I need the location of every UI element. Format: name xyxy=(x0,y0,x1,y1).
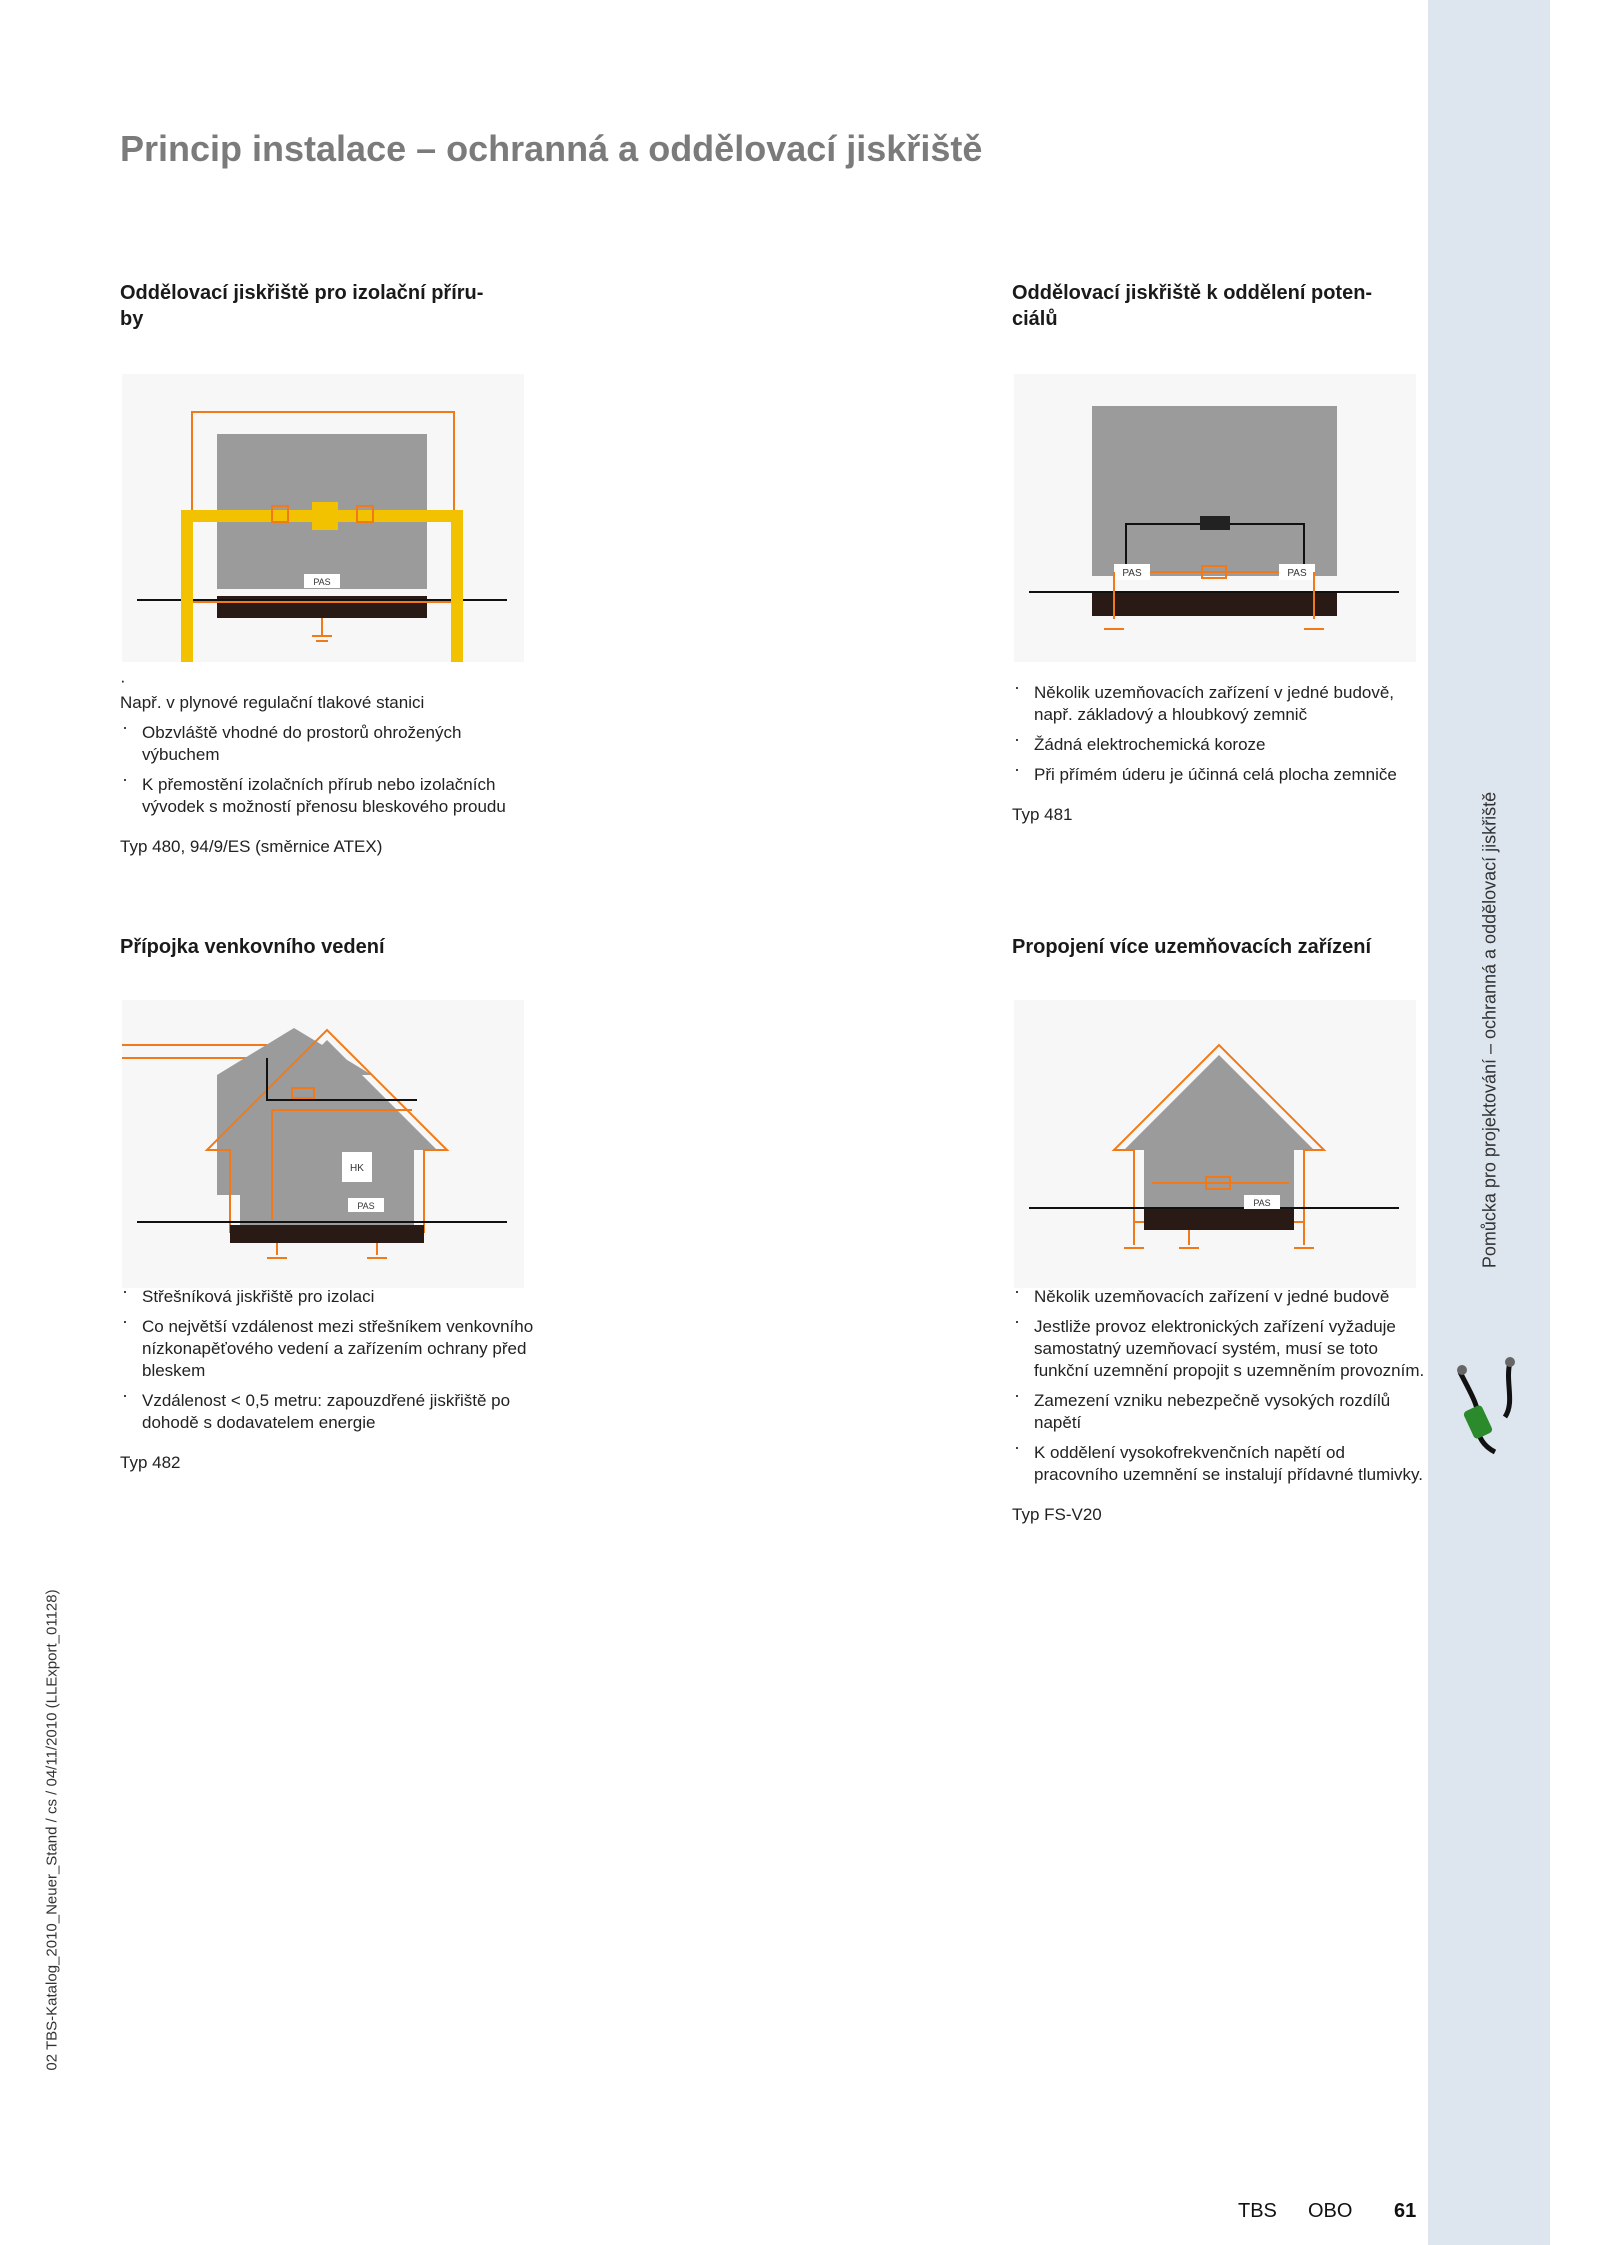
section2-heading-line2: ciálů xyxy=(1012,308,1058,330)
figure3-hk-label: HK xyxy=(350,1163,364,1174)
section1-bullets xyxy=(120,722,540,818)
figure2-pas-right: PAS xyxy=(1287,568,1307,579)
list-item: · Obzvláště vhodné do prostorů ohrožených výbuchem xyxy=(120,722,540,766)
list-item: · Zamezení vzniku nebezpečně vysokých rozdílů napětí xyxy=(1012,1390,1432,1434)
figure-potential-separation xyxy=(1014,374,1416,662)
section3-bullets xyxy=(120,1286,540,1434)
section4-bullets xyxy=(1012,1286,1432,1486)
figure-insulating-flange xyxy=(122,374,524,662)
section1-dot: · xyxy=(120,671,126,690)
section3-heading: Přípojka venkovního vedení xyxy=(120,936,385,958)
page-number: 61 xyxy=(1394,2200,1417,2222)
section4-type: Typ FS-V20 xyxy=(1012,1505,1102,1524)
list-item: · Co největší vzdálenost mezi střešníkem venkovního nízkonapěťového vedení a zařízením ochrany před bleskem xyxy=(120,1316,540,1382)
list-item: · K oddělení vysokofrekvenčních napětí od pracovního uzemnění se instalují přídavné tlumivky. xyxy=(1012,1442,1432,1486)
figure2-pas-left: PAS xyxy=(1122,568,1142,579)
section1-text xyxy=(120,670,540,858)
figure-multiple-earthing xyxy=(1014,1000,1416,1288)
sidebar-section-label: Pomůcka pro projektování – ochranná a oddělovací jiskřiště xyxy=(1479,791,1500,1269)
section2-heading-line1: Oddělovací jiskřiště k oddělení poten- xyxy=(1012,282,1373,304)
section3-text xyxy=(120,1286,540,1474)
figure1-pas-label: PAS xyxy=(313,577,331,587)
list-item: · Střešníková jiskřiště pro izolaci xyxy=(120,1286,540,1308)
list-item: · K přemostění izolačních přírub nebo izolačních vývodek s možností přenosu bleskového proudu xyxy=(120,774,540,818)
section4-text xyxy=(1012,1286,1432,1526)
section1-intro: Např. v plynové regulační tlakové stanici xyxy=(120,693,425,712)
section3-type: Typ 482 xyxy=(120,1453,181,1472)
section2-text xyxy=(1012,682,1432,826)
list-item: · Několik uzemňovacích zařízení v jedné budově, např. základový a hloubkový zemnič xyxy=(1012,682,1432,726)
footer-tbs: TBS xyxy=(1238,2200,1277,2222)
footer-obo: OBO xyxy=(1308,2200,1353,2222)
list-item: · Žádná elektrochemická koroze xyxy=(1012,734,1432,756)
print-info-vertical: 02 TBS-Katalog_2010_Neuer_Stand / cs / 04/11/2010 (LLExport_01128) xyxy=(43,1589,61,2071)
list-item: · Jestliže provoz elektronických zařízení vyžaduje samostatný uzemňovací systém, musí se toto funkční uzemnění propojit s uzemněním provozním. xyxy=(1012,1316,1432,1382)
section2-bullets xyxy=(1012,682,1432,786)
spark-gap-product-icon xyxy=(1450,1352,1530,1462)
section4-heading: Propojení více uzemňovacích zařízení xyxy=(1012,936,1372,958)
figure-overhead-line xyxy=(122,1000,524,1288)
list-item: · Několik uzemňovacích zařízení v jedné budově xyxy=(1012,1286,1432,1308)
section1-heading-line1: Oddělovací jiskřiště pro izolační příru- xyxy=(120,282,484,304)
section2-type: Typ 481 xyxy=(1012,805,1073,824)
page-title: Princip instalace – ochranná a oddělovací jiskřiště xyxy=(120,128,983,169)
list-item: · Při přímém úderu je účinná celá plocha zemniče xyxy=(1012,764,1432,786)
section1-heading-line2: by xyxy=(120,308,144,330)
section1-heading xyxy=(120,280,530,332)
list-item: · Vzdálenost < 0,5 metru: zapouzdřené jiskřiště po dohodě s dodavatelem energie xyxy=(120,1390,540,1434)
section2-heading xyxy=(1012,280,1422,332)
figure4-pas-label: PAS xyxy=(1253,1198,1271,1208)
figure3-pas-label: PAS xyxy=(357,1201,375,1211)
section1-type: Typ 480, 94/9/ES (směrnice ATEX) xyxy=(120,837,383,856)
